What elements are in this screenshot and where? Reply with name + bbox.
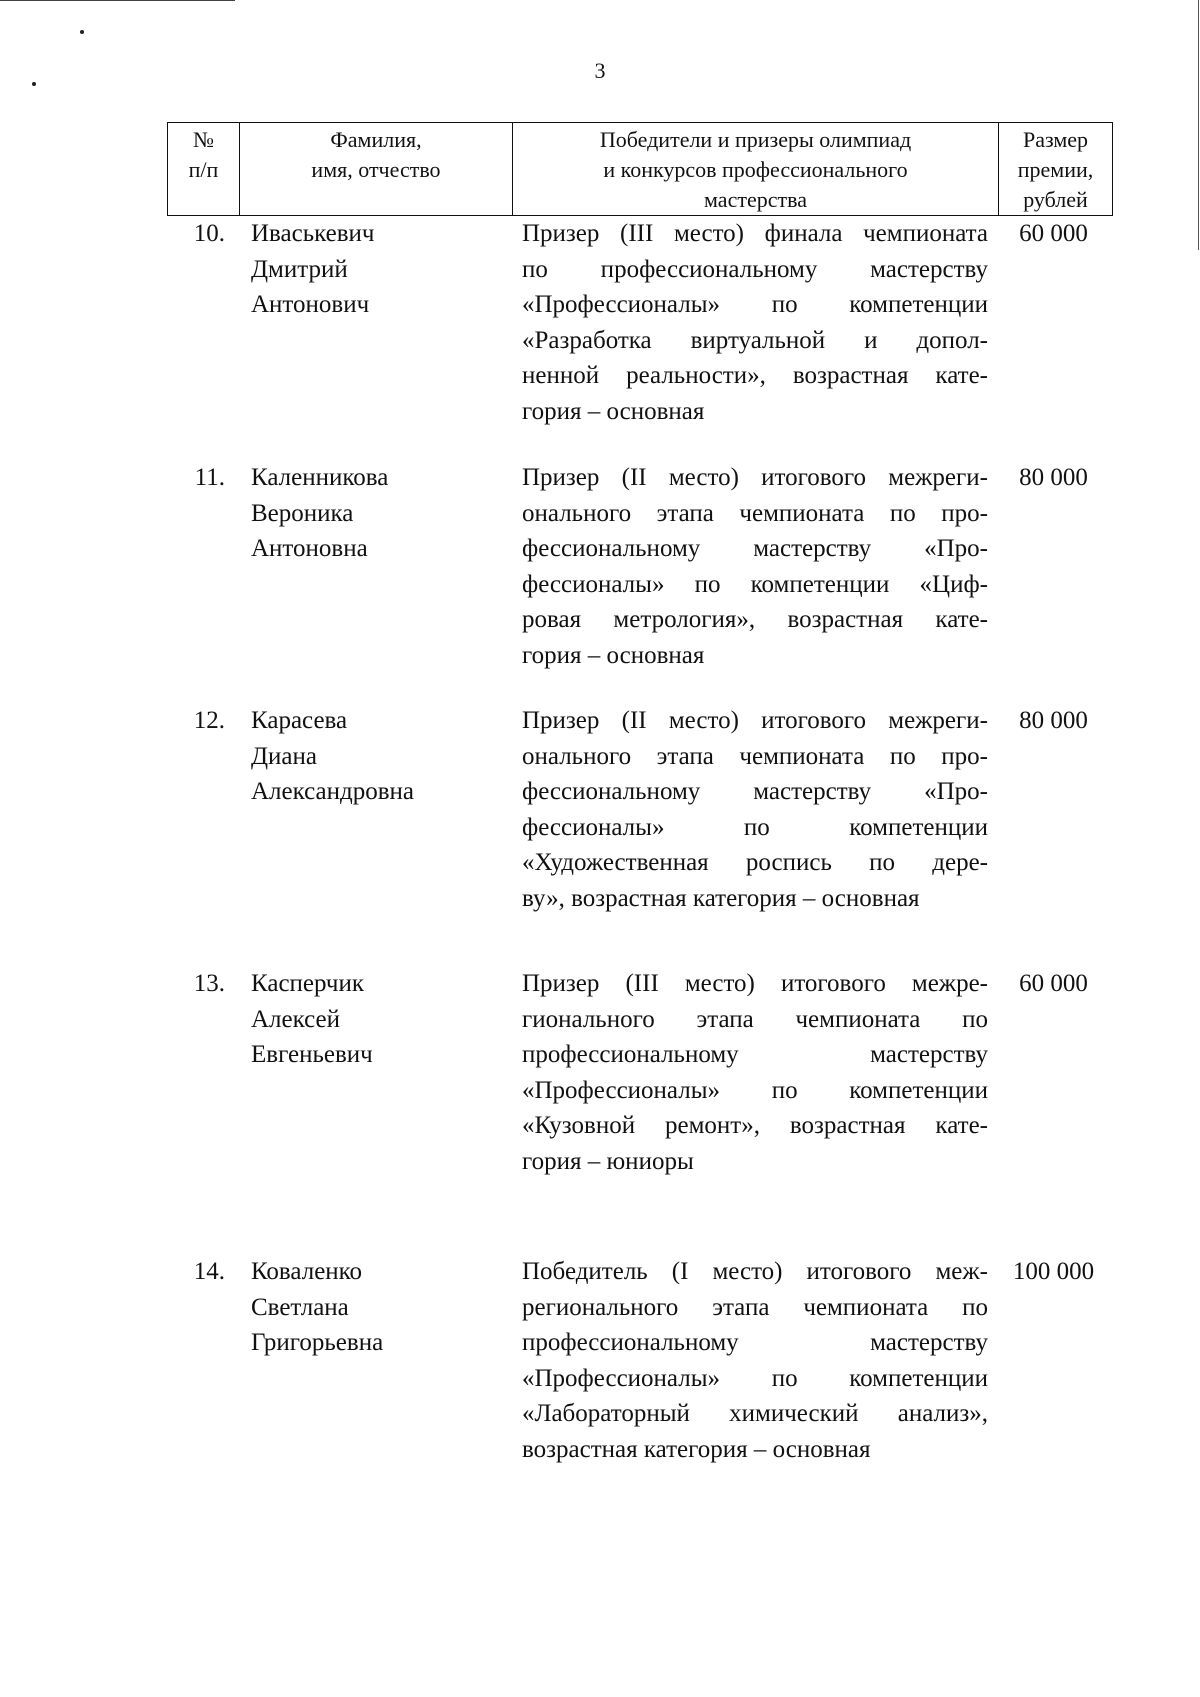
header-col-name: [240, 123, 513, 216]
person-name: [251, 966, 501, 1073]
desc-line: Призер (II место) итогового межреги-: [522, 464, 988, 491]
desc-line: «Профессионалы» по компетенции: [522, 1076, 988, 1104]
award-description: [522, 703, 988, 916]
desc-line: ровая метрология», возрастная кате-: [522, 606, 988, 633]
header-text: п/п: [188, 157, 219, 182]
desc-line: «Разработка виртуальной и допол-: [522, 326, 988, 354]
desc-line: ненной реальности», возрастная кате-: [522, 362, 988, 389]
header-text: рублей: [1023, 187, 1088, 212]
desc-line: гория – основная: [522, 641, 705, 669]
header-text: имя, отчество: [311, 157, 441, 182]
name-line: Касперчик: [251, 970, 364, 997]
desc-line: Призер (II место) итогового межреги-: [522, 707, 988, 734]
desc-line: Победитель (I место) итогового меж-: [522, 1258, 988, 1285]
header-col-description: [513, 123, 999, 216]
header-text: и конкурсов профессионального: [603, 157, 908, 182]
header-col-number: [168, 123, 240, 216]
name-line: Антоновна: [251, 535, 368, 562]
desc-line: Призер (III место) финала чемпионата: [522, 220, 988, 247]
prize-amount: 100 000: [1012, 1258, 1095, 1285]
header-text: №: [193, 127, 214, 152]
name-line: Антонович: [251, 291, 370, 318]
row-number: 10.: [193, 220, 225, 247]
desc-line: «Профессионалы» по компетенции: [522, 1364, 988, 1392]
award-description: [522, 460, 988, 673]
desc-line: «Лабораторный химический анализ»,: [522, 1400, 988, 1427]
person-name: [251, 460, 501, 567]
desc-line: онального этапа чемпионата по про-: [522, 499, 988, 527]
row-number: 14.: [193, 1258, 225, 1285]
person-name: [251, 703, 501, 810]
name-line: Григорьевна: [251, 1329, 384, 1356]
award-description: [522, 966, 988, 1179]
row-number: 12.: [193, 707, 225, 734]
desc-line: ву», возрастная категория – основная: [522, 884, 920, 912]
scan-edge-line-right: [1198, 0, 1199, 250]
desc-line: фессионалы» по компетенции: [522, 813, 988, 841]
header-text: Фамилия,: [330, 127, 422, 152]
desc-line: фессионалы» по компетенции «Циф-: [522, 570, 988, 598]
desc-line: профессиональному мастерству: [522, 1329, 988, 1356]
desc-line: Призер (III место) итогового межре-: [522, 970, 988, 997]
desc-line: профессиональному мастерству: [522, 1041, 988, 1068]
header-text: премии,: [1017, 157, 1094, 182]
page-number: 3: [594, 58, 606, 83]
header-text: Размер: [1022, 127, 1089, 152]
person-name: [251, 1254, 501, 1361]
desc-line: гионального этапа чемпионата по: [522, 1005, 988, 1033]
desc-line: «Профессионалы» по компетенции: [522, 291, 988, 318]
prize-amount: 60 000: [1019, 220, 1088, 247]
person-name: [251, 216, 501, 323]
desc-line: возрастная категория – основная: [522, 1435, 871, 1463]
scan-edge-line: [0, 0, 235, 1]
header-col-amount: [999, 123, 1113, 216]
award-description: [522, 216, 988, 429]
name-line: Иваськевич: [251, 220, 375, 247]
name-line: Александровна: [251, 778, 415, 805]
name-line: Коваленко: [251, 1258, 363, 1285]
prize-amount: 60 000: [1019, 970, 1088, 997]
desc-line: фессиональному мастерству «Про-: [522, 535, 988, 562]
desc-line: фессиональному мастерству «Про-: [522, 778, 988, 805]
prize-amount: 80 000: [1019, 464, 1088, 491]
desc-line: регионального этапа чемпионата по: [522, 1293, 988, 1321]
desc-line: «Кузовной ремонт», возрастная кате-: [522, 1112, 988, 1139]
desc-line: «Художественная роспись по дере-: [522, 849, 988, 876]
prize-amount: 80 000: [1019, 707, 1088, 734]
name-line: Карасева: [251, 707, 348, 734]
desc-line: по профессиональному мастерству: [522, 255, 988, 283]
desc-line: гория – основная: [522, 397, 705, 425]
name-line: Диана: [251, 742, 318, 770]
name-line: Каленникова: [251, 464, 389, 491]
name-line: Вероника: [251, 499, 354, 527]
desc-line: онального этапа чемпионата по про-: [522, 742, 988, 770]
header-text: мастерства: [704, 187, 807, 212]
name-line: Дмитрий: [251, 255, 348, 283]
row-number: 13.: [193, 970, 225, 997]
name-line: Светлана: [251, 1293, 349, 1321]
award-description: [522, 1254, 988, 1467]
name-line: Евгеньевич: [251, 1041, 373, 1068]
table-header: [167, 122, 1113, 216]
scan-speck: [80, 30, 84, 34]
row-number: 11.: [194, 464, 225, 491]
desc-line: гория – юниоры: [522, 1147, 694, 1175]
name-line: Алексей: [251, 1005, 341, 1033]
header-text: Победители и призеры олимпиад: [599, 127, 912, 152]
